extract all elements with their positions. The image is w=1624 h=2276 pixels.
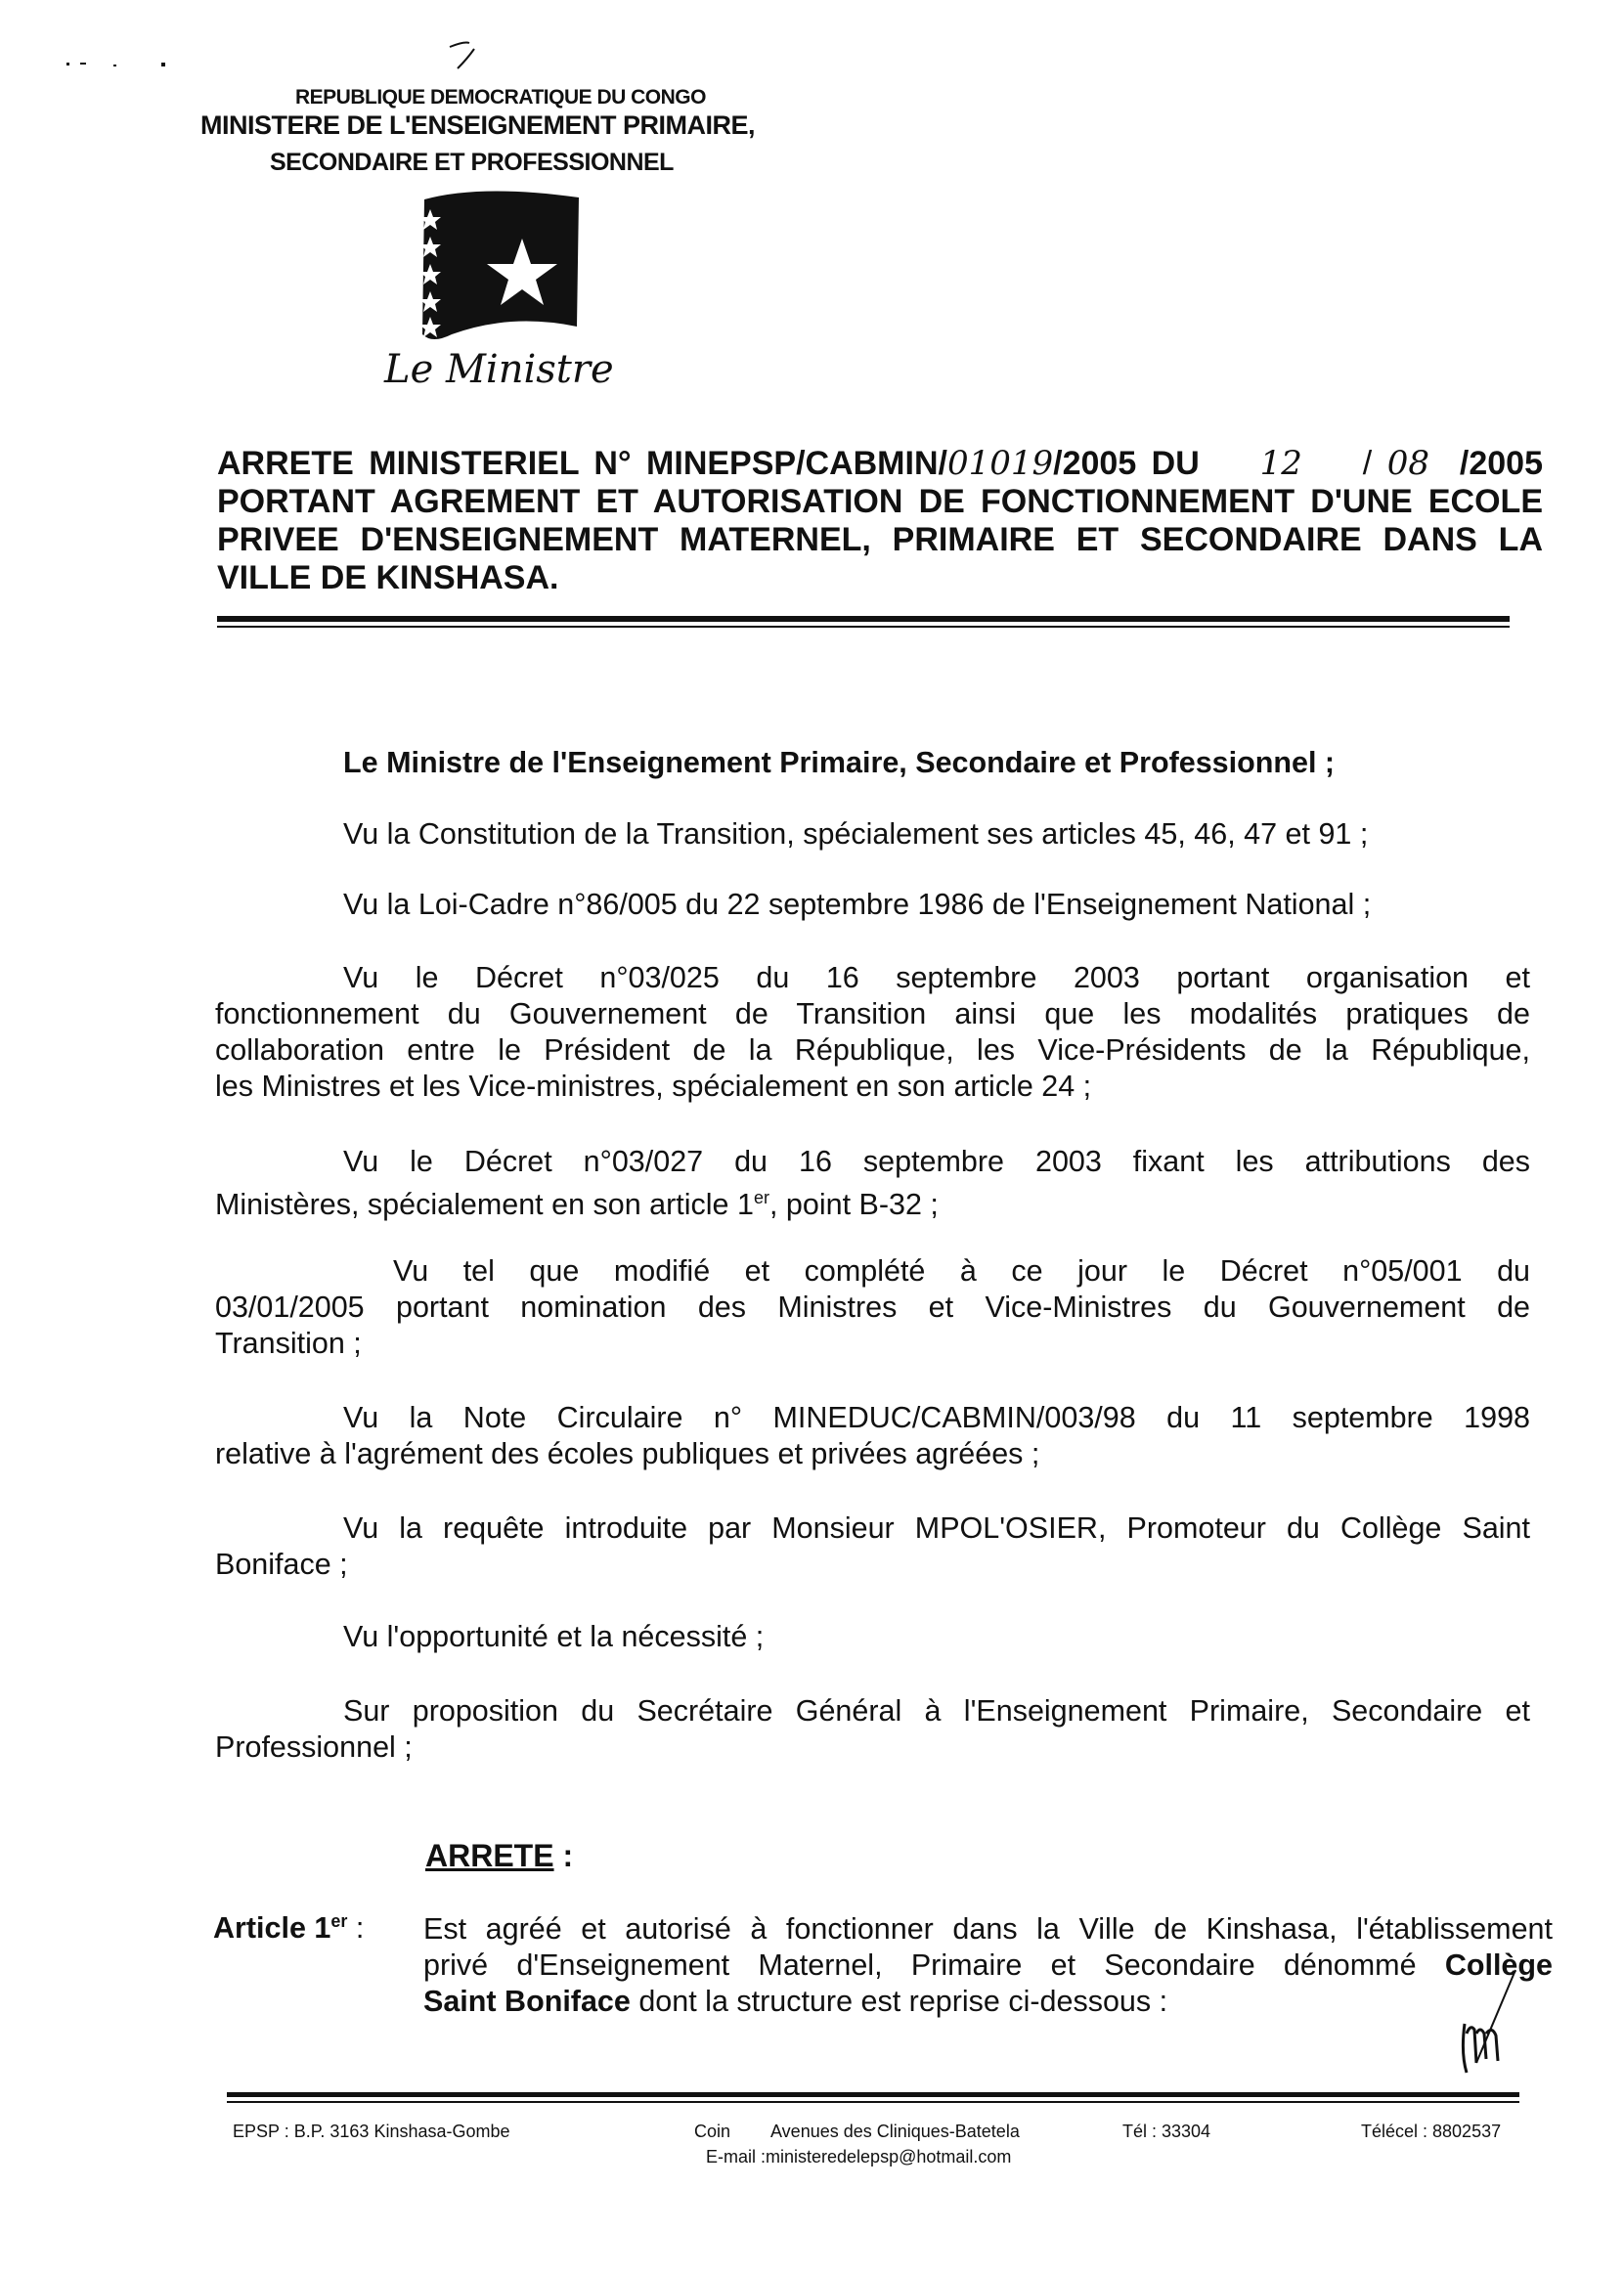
- minister-signature-title: Le Ministre: [384, 347, 614, 392]
- school-name-part1: Collège: [1444, 1948, 1553, 1982]
- vu-note-circulaire: [215, 1400, 1530, 1472]
- date-separator: /: [1362, 445, 1373, 482]
- scan-marks: [59, 39, 479, 78]
- vu3-line3: collaboration entre le Président de la République, les Vice-Présidents de la République,: [215, 1033, 1530, 1067]
- vu-decret-05-001: [215, 1253, 1530, 1362]
- vu-decret-03-027: [215, 1144, 1530, 1223]
- decree-date-year: /2005: [1459, 445, 1543, 482]
- decree-title: [217, 445, 1543, 597]
- article1-superscript: er: [330, 1911, 348, 1931]
- vu-constitution: Vu la Constitution de la Transition, spécialement ses articles 45, 46, 47 et 91 ;: [343, 817, 1369, 851]
- vu-requete: [215, 1510, 1530, 1583]
- vu7-line2: Boniface ;: [215, 1548, 348, 1581]
- vu4-line1: Vu le Décret n°03/027 du 16 septembre 2003 fixant les attributions des: [343, 1145, 1530, 1178]
- vu4-superscript: er: [753, 1188, 769, 1207]
- vu6-line2: relative à l'agrément des écoles publiques et privées agréées ;: [215, 1437, 1040, 1470]
- footer-divider-thin: [227, 2101, 1519, 2103]
- article1-line1: Est agréé et autorisé à fonctionner dans la Ville de Kinshasa, l'établissement: [423, 1912, 1553, 1946]
- footer-tel: Tél : 33304: [1122, 2122, 1211, 2141]
- decree-title-line3: PRIVEE D'ENSEIGNEMENT MATERNEL, PRIMAIRE ET SECONDAIRE DANS LA: [217, 521, 1543, 558]
- vu5-line2: 03/01/2005 portant nomination des Ministres et Vice-Ministres du Gouvernement de: [215, 1291, 1530, 1324]
- minister-heading: Le Ministre de l'Enseignement Primaire, Secondaire et Professionnel ;: [343, 746, 1336, 779]
- vu5-line1: Vu tel que modifié et complété à ce jour le Décret n°05/001 du: [393, 1254, 1530, 1288]
- footer-address: EPSP : B.P. 3163 Kinshasa-Gombe: [233, 2122, 510, 2141]
- article1-line3-text: dont la structure est reprise ci-dessous :: [630, 1985, 1168, 2018]
- vu-opportunite: Vu l'opportunité et la nécessité ;: [343, 1620, 765, 1653]
- article1-label-text: Article 1: [213, 1911, 331, 1946]
- vu6-line1: Vu la Note Circulaire n° MINEDUC/CABMIN/003/98 du 11 septembre 1998: [343, 1401, 1530, 1434]
- decree-year: /2005 DU: [1053, 445, 1200, 482]
- decree-title-line2: PORTANT AGREMENT ET AUTORISATION DE FONCTIONNEMENT D'UNE ECOLE: [217, 483, 1543, 520]
- vu-decret-03-025: [215, 960, 1530, 1105]
- vu4-line2-text: Ministères, spécialement en son article 1: [215, 1188, 754, 1222]
- arrete-word: ARRETE: [425, 1838, 554, 1873]
- proposition-line2: Professionnel ;: [215, 1730, 413, 1764]
- school-name-part2: Saint Boniface: [423, 1985, 631, 2018]
- arrete-heading: [425, 1838, 573, 1874]
- header-ministry-line1: MINISTERE DE L'ENSEIGNEMENT PRIMAIRE,: [200, 110, 755, 140]
- footer-email: E-mail :ministeredelepsp@hotmail.com: [706, 2147, 1012, 2167]
- proposition-line1: Sur proposition du Secrétaire Général à l'Enseignement Primaire, Secondaire et: [343, 1694, 1530, 1728]
- article1-line2-text: privé d'Enseignement Maternel, Primaire et Secondaire dénommé: [423, 1948, 1445, 1982]
- article1-text: [423, 1911, 1553, 2020]
- title-divider-thin: [217, 626, 1510, 628]
- vu3-line4: les Ministres et les Vice-ministres, spécialement en son article 24 ;: [215, 1070, 1092, 1103]
- title-divider-thick: [217, 616, 1510, 622]
- vu4-line2-end: , point B-32 ;: [768, 1188, 939, 1222]
- decree-number-handwritten: 01019: [946, 444, 1054, 483]
- vu7-line1: Vu la requête introduite par Monsieur MPOL'OSIER, Promoteur du Collège Saint: [343, 1511, 1530, 1545]
- article1-line3: [423, 1984, 1553, 2020]
- header-ministry-line2: SECONDAIRE ET PROFESSIONNEL: [270, 149, 674, 176]
- decree-title-line4: VILLE DE KINSHASA.: [217, 559, 559, 596]
- sur-proposition: [215, 1693, 1530, 1766]
- vu-loi-cadre: Vu la Loi-Cadre n°86/005 du 22 septembre 1986 de l'Enseignement National ;: [343, 888, 1372, 921]
- vu3-line1: Vu le Décret n°03/025 du 16 septembre 2003 portant organisation et: [343, 961, 1530, 994]
- article1-colon: :: [347, 1911, 365, 1946]
- vu4-line2: [215, 1180, 1530, 1223]
- header-country: REPUBLIQUE DEMOCRATIQUE DU CONGO: [295, 86, 706, 109]
- decree-title-line1: [217, 445, 1543, 483]
- arrete-colon: :: [553, 1838, 574, 1873]
- article1-label: [213, 1911, 364, 1946]
- footer-telecel: Télécel : 8802537: [1361, 2122, 1502, 2141]
- decree-day-handwritten: 12: [1259, 444, 1302, 483]
- footer-avenues: Avenues des Cliniques-Batetela: [770, 2122, 1020, 2141]
- footer-coin: Coin: [694, 2122, 731, 2141]
- vu5-line3: Transition ;: [215, 1327, 362, 1360]
- footer-divider-thick: [227, 2092, 1519, 2097]
- decree-month-handwritten: 08: [1386, 444, 1429, 483]
- drc-flag-emblem-icon: [413, 188, 583, 350]
- vu3-line2: fonctionnement du Gouvernement de Transition ainsi que les modalités pratiques de: [215, 997, 1530, 1030]
- decree-prefix: ARRETE MINISTERIEL N° MINEPSP/CABMIN/: [217, 445, 947, 482]
- handwritten-initials-icon: [1457, 1965, 1535, 2082]
- article1-line2: [423, 1948, 1553, 1984]
